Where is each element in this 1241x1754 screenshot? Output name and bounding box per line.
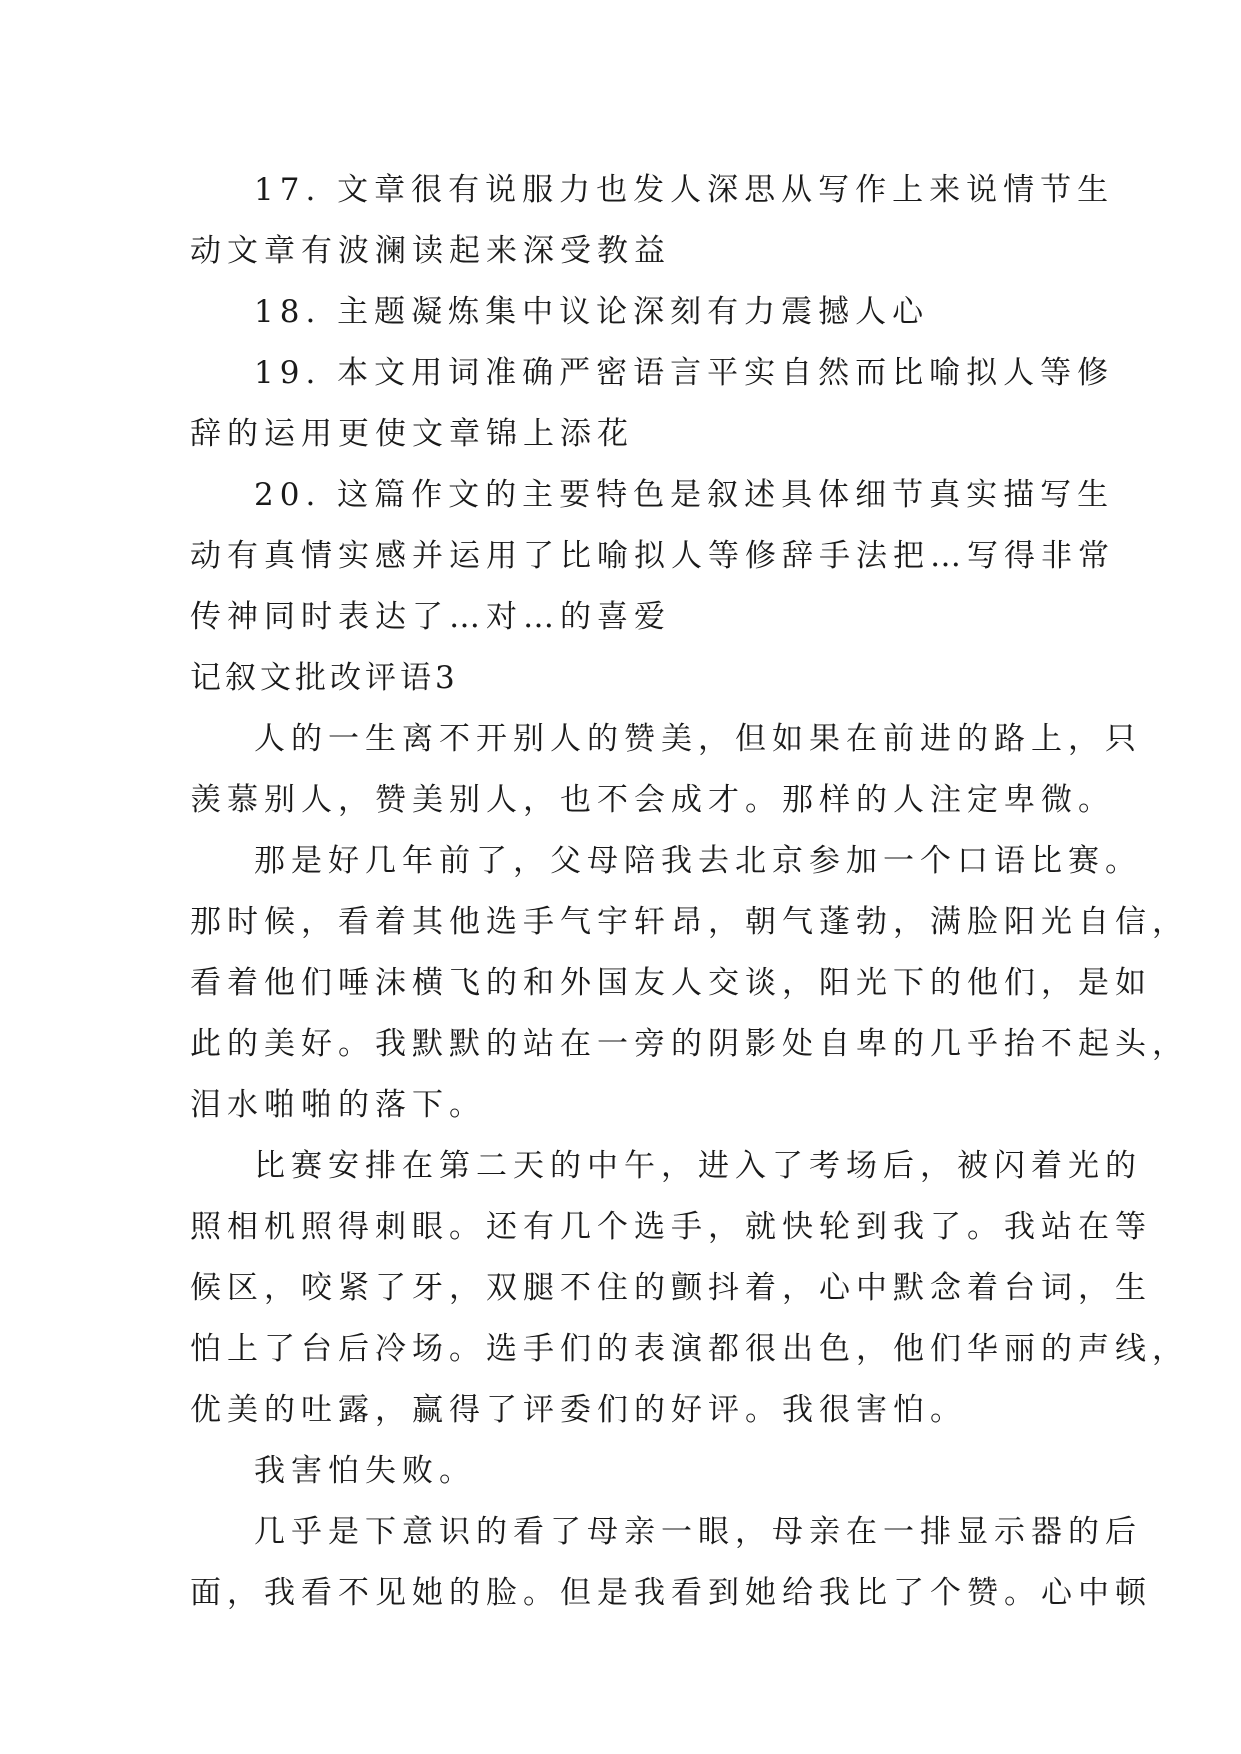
paragraph-1-line-2: 羡慕别人，赞美别人，也不会成才。那样的人注定卑微。 xyxy=(190,782,1115,818)
paragraph-3-line-3: 候区，咬紧了牙，双腿不住的颤抖着，心中默念着台词，生 xyxy=(190,1270,1152,1306)
paragraph-5-line-1: 几乎是下意识的看了母亲一眼，母亲在一排显示器的后 xyxy=(254,1514,1142,1550)
comment-20-line-1: 20. 这篇作文的主要特色是叙述具体细节真实描写生 xyxy=(254,477,1115,513)
comment-20-line-2: 动有真情实感并运用了比喻拟人等修辞手法把…写得非常 xyxy=(190,538,1115,574)
paragraph-3-line-2: 照相机照得刺眼。还有几个选手，就快轮到我了。我站在等 xyxy=(190,1209,1152,1245)
paragraph-2-line-5: 泪水啪啪的落下。 xyxy=(190,1087,486,1123)
comment-17-line-2: 动文章有波澜读起来深受教益 xyxy=(190,233,671,269)
paragraph-2-line-1: 那是好几年前了，父母陪我去北京参加一个口语比赛。 xyxy=(254,843,1142,879)
comment-19-line-1: 19. 本文用词准确严密语言平实自然而比喻拟人等修 xyxy=(254,355,1115,391)
comment-19-line-2: 辞的运用更使文章锦上添花 xyxy=(190,416,634,452)
paragraph-3-line-5: 优美的吐露，赢得了评委们的好评。我很害怕。 xyxy=(190,1392,967,1428)
document-page xyxy=(190,160,1189,1624)
paragraph-3-line-4: 怕上了台后冷场。选手们的表演都很出色，他们华丽的声线， xyxy=(190,1331,1189,1367)
section-heading: 记叙文批改评语3 xyxy=(190,660,459,696)
paragraph-2-line-2: 那时候，看着其他选手气宇轩昂，朝气蓬勃，满脸阳光自信， xyxy=(190,904,1189,940)
paragraph-2-line-3: 看着他们唾沫横飞的和外国友人交谈，阳光下的他们，是如 xyxy=(190,965,1152,1001)
paragraph-2-line-4: 此的美好。我默默的站在一旁的阴影处自卑的几乎抬不起头， xyxy=(190,1026,1189,1062)
comment-18-line-1: 18. 主题凝炼集中议论深刻有力震撼人心 xyxy=(254,294,930,330)
comment-17-line-1: 17. 文章很有说服力也发人深思从写作上来说情节生 xyxy=(254,172,1115,208)
paragraph-1-line-1: 人的一生离不开别人的赞美，但如果在前进的路上，只 xyxy=(254,721,1142,757)
comment-20-line-3: 传神同时表达了…对…的喜爱 xyxy=(190,599,671,635)
paragraph-4-line-1: 我害怕失败。 xyxy=(254,1453,476,1489)
paragraph-5-line-2: 面，我看不见她的脸。但是我看到她给我比了个赞。心中顿 xyxy=(190,1575,1152,1611)
paragraph-3-line-1: 比赛安排在第二天的中午，进入了考场后，被闪着光的 xyxy=(254,1148,1142,1184)
